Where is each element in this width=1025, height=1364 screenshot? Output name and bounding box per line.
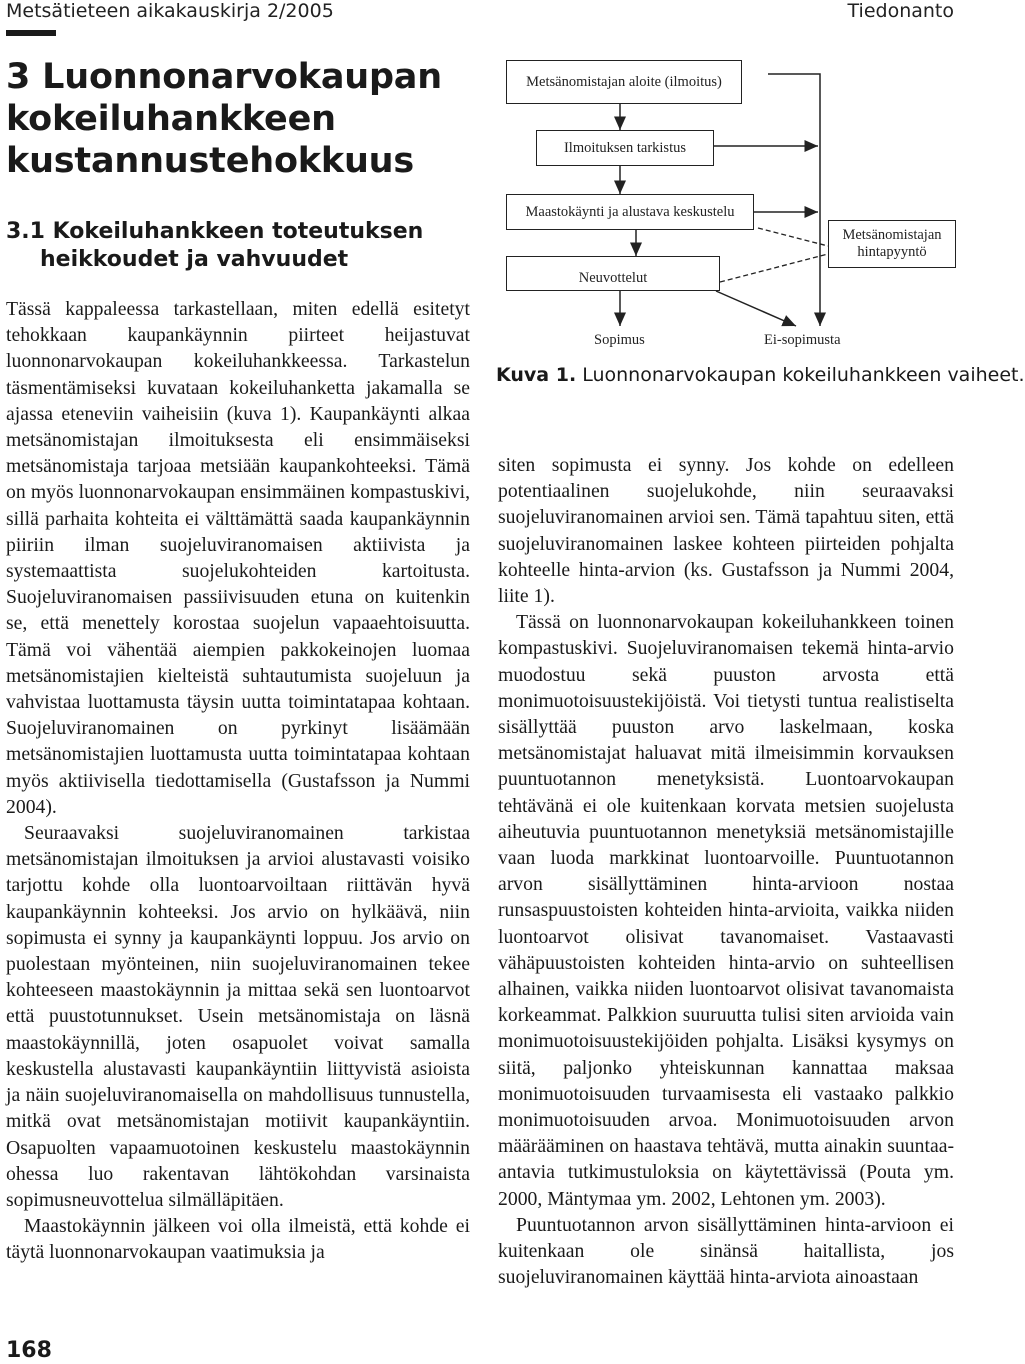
subtitle-line: 3.1 Kokeiluhankkeen toteutuksen <box>6 219 424 244</box>
paragraph: Seuraavaksi suojeluviranomainen tarkistaa metsänomistajan ilmoituksen ja arvioi alustavasti voisiko tarjottu kohde olla luontoarvoiltaan riittävän hyvä kaupankäynnin kohteeksi. Jos arvio on hylkäävä, niin sopimusta ei synny ja kaupankäynti loppuu. Jos arvio on puolestaan myönteinen, niin suojeluviranomainen tekee kohteeseen maastokäynnin ja mittaa sekä sen luontoarvot että puustotunnukset. Usein metsänomistaja on läsnä maastokäynnillä, joten osapuolet voivat samalla keskustella alustavasti kaupankäyntiin liittyvistä asioista ja näin suojeluviranomaisella on mahdollisuus tunnustella, mitkä ovat metsänomistajan motiivit kaupankäyntiin. Osapuolten vapaamuotoinen keskustelu maastokäynnin ohessa luo rakentavan lähtökohdan varsinaista sopimusneuvottelua silmälläpitäen. <box>6 822 470 1211</box>
subtitle-line: heikkoudet ja vahvuudet <box>40 247 349 272</box>
box-hintapyynto <box>828 220 956 268</box>
left-column <box>6 296 470 1266</box>
dashed-link-lower <box>720 254 828 282</box>
header-rule <box>6 30 56 36</box>
outcome-sopimus: Sopimus <box>594 332 645 348</box>
paragraph: Puuntuotannon arvon sisällyttäminen hinta-arvioon ei kuitenkaan ole sinänsä haitallista, jos suojeluviranomainen käyttää hinta-arviota ainoastaan <box>498 1213 954 1289</box>
hintapyynto-line1: Metsänomistajan <box>842 227 942 243</box>
box-tarkistus: Ilmoituksen tarkistus <box>536 130 714 166</box>
article-title <box>6 56 446 182</box>
title-line: kustannustehokkuus <box>6 141 415 181</box>
section-heading <box>6 218 446 274</box>
arrow-bypass-ei <box>768 74 820 326</box>
paragraph: Tässä on luonnonarvokaupan kokeiluhankkeen toinen kompastuskivi. Suojeluviranomaisen tekemä hinta-arvio muodostuu sekä puuston arvosta että monimuotoisuustekijöistä. Voi tietysti tuntua realistiselta sisällyttää puuston arvo laskelmaan, koska metsänomistajat haluavat mitä ilmeisimmin korvauksen puuntuotannon menetyksistä. Luontoarvokaupan tehtävänä ei ole kuitenkaan korvata metsien suojelusta aiheutuvia puuntuotannon menetyksiä metsänomistajille vaan luoda markkinat luontoarvoille. Puuntuotannon arvon sisällyttäminen hinta-arvioon nostaa runsaspuustoisten kohteiden hinta-arvioita, vaikka niiden luontoarvot olisivat tavanomaiset. Vastaavasti vähäpuustoisten kohteiden hinta-arvio on suhteellisen alhainen, vaikka niiden luontoarvot olisivat tavanomaista korkeammat. Palkkion suuruutta tulisi siten arvioida vain monimuotoisuustekijöiden pohjalta. Lisäksi kysymys on siitä, paljonko yhteiskunnan kannattaa maksaa monimuotoisuuden turvaamisesta eli vastaako palkkio monimuotoisuuden arvoa. Monimuotoisuuden arvon määrääminen on haastava tehtävä, mutta ainakin suuntaa-antavia tutkimustuloksia on käytettävissä (Pouta ym. 2000, Mäntymaa ym. 2002, Lehtonen ym. 2003). <box>498 611 954 1210</box>
figure-caption <box>496 364 1025 386</box>
paragraph: Tässä kappaleessa tarkastellaan, miten edellä esitetyt tehokkaan kaupankäynnin piirteet heijastuvat luonnonarvokaupan kokeiluhankkeessa. Tarkastelun täsmentämiseksi kuvataan kokeiluhanketta jakamalla se ajassa eteneviin vaiheisiin (kuva 1). Kaupankäynti alkaa metsänomistajan ilmoituksesta eli ensimmäiseksi metsänomistaja tarjoaa metsiään kaupankohteeksi. Tämä on myös luonnonarvokaupan ensimmäinen kompastuskivi, sillä parhaita kohteita ei välttämättä saada kaupankäynnin piiriin ilman suojeluviranomaisen aktiivista ja systemaattista suojelukohteiden kartoitusta. Suojeluviranomaisen passiivisuuden etuna on kuitenkin se, että menettely korostaa suojelun vapaaehtoisuutta. Tämä voi vähentää aiempien pakkokeinojen luomaa metsänomistajien kielteistä suhtautumista suojeluun ja vahvistaa luottamusta täysin uutta toimintatapaa kohtaan. Suojeluviranomainen on pyrkinyt lisäämään metsänomistajien luottamusta uutta toimintatapaa kohtaan myös aktiivisella tiedottamisella (Gustafsson ja Nummi 2004). <box>6 298 470 818</box>
outcome-ei-sopimusta: Ei-sopimusta <box>764 332 841 348</box>
page-number: 168 <box>6 1338 52 1363</box>
box-aloite: Metsänomistajan aloite (ilmoitus) <box>506 60 742 104</box>
paragraph: Maastokäynnin jälkeen voi olla ilmeistä, että kohde ei täytä luonnonarvokaupan vaatimuksia ja <box>6 1215 470 1264</box>
right-column <box>498 452 954 1291</box>
paragraph: siten sopimusta ei synny. Jos kohde on edelleen potentiaalinen suojelukohde, niin seuraavaksi suojeluviranomainen arvioi sen. Tämä tapahtuu siten, että suojeluviranomainen laskee kohteen piirteiden pohjalta kohteelle hinta-arvion (ks. Gustafsson ja Nummi 2004, liite 1). <box>498 454 954 608</box>
section-label: Tiedonanto <box>847 0 954 22</box>
caption-label: Kuva 1. <box>496 364 577 386</box>
arrow-neuvottelut-ei <box>716 291 796 326</box>
dashed-link-upper <box>758 228 828 246</box>
title-line: 3 Luonnonarvokaupan <box>6 57 442 97</box>
box-maastokaynti: Maastokäynti ja alustava keskustelu <box>506 194 754 230</box>
flow-diagram <box>496 50 960 390</box>
journal-name: Metsätieteen aikakauskirja 2/2005 <box>6 0 334 22</box>
title-line: kokeiluhankkeen <box>6 99 336 139</box>
box-neuvottelut: Neuvottelut <box>506 256 720 291</box>
caption-text: Luonnonarvokaupan kokeiluhankkeen vaiheet. <box>576 364 1025 386</box>
hintapyynto-line2: hintapyyntö <box>857 244 927 260</box>
